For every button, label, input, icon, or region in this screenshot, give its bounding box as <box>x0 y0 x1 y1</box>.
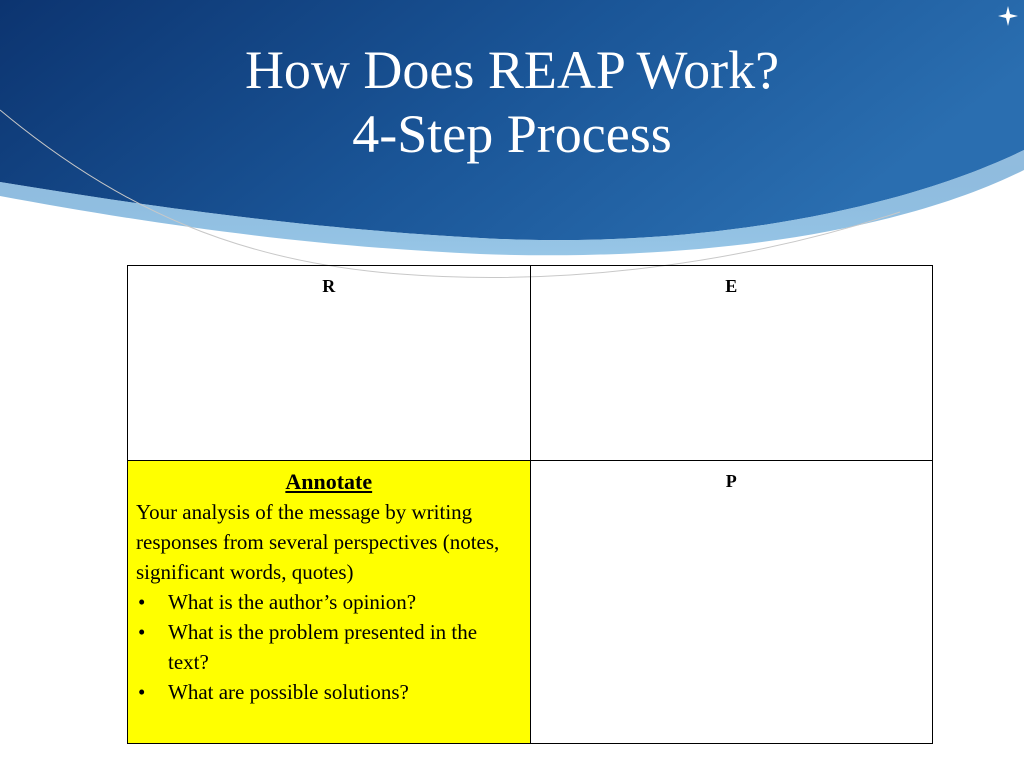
table-row <box>128 266 933 461</box>
list-item <box>136 587 522 617</box>
cell-r <box>128 266 531 461</box>
bullet-icon: • <box>138 620 146 644</box>
slide-title <box>0 38 1024 166</box>
star-logo-icon <box>998 6 1018 26</box>
list-item <box>136 617 522 677</box>
cell-e-label: E <box>725 276 738 296</box>
list-item <box>136 677 522 707</box>
cell-p-label: P <box>725 471 737 491</box>
annotate-question-list <box>136 587 522 707</box>
cell-annotate <box>128 461 531 744</box>
bullet-icon: • <box>138 680 146 704</box>
title-line-1: How Does REAP Work? <box>244 40 780 100</box>
cell-r-label: R <box>322 276 336 296</box>
question-text: What are possible solutions? <box>168 680 409 704</box>
question-text: What is the problem presented in the text? <box>168 620 478 674</box>
cell-p <box>530 461 933 744</box>
bullet-icon: • <box>138 590 146 614</box>
question-text: What is the author’s opinion? <box>168 590 417 614</box>
annotate-heading: Annotate <box>285 469 373 494</box>
reap-table <box>127 265 933 744</box>
cell-e <box>530 266 933 461</box>
title-line-2: 4-Step Process <box>352 104 672 164</box>
table-row <box>128 461 933 744</box>
annotate-description: Your analysis of the message by writing responses from several perspectives (notes, significant words, quotes) <box>136 500 500 584</box>
